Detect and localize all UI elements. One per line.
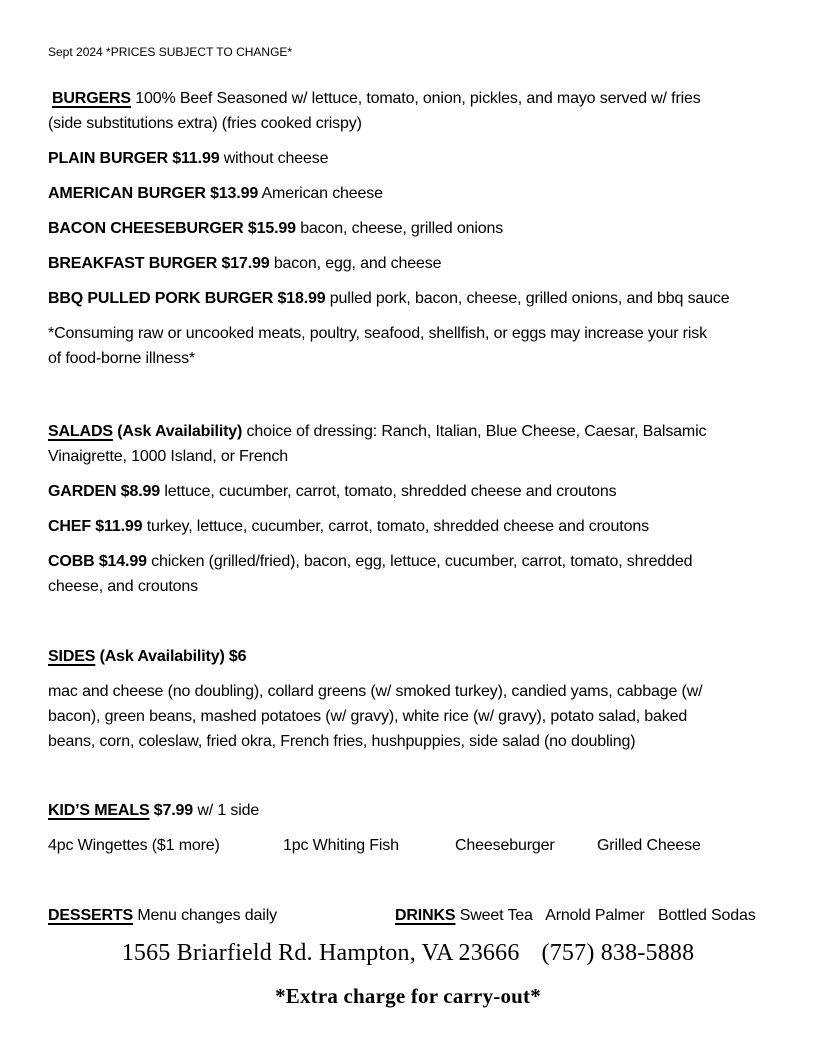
kids-meals-heading-line <box>48 798 768 823</box>
restaurant-address-line <box>48 938 768 968</box>
menu-item-plain-burger <box>48 146 768 171</box>
menu-item-name: BACON CHEESEBURGER <box>48 220 244 237</box>
menu-item-cobb-salad <box>48 549 768 599</box>
kids-meals-items-row <box>48 833 768 858</box>
drink-item-bottled-sodas: Bottled Sodas <box>657 907 756 924</box>
menu-item-bacon-cheeseburger <box>48 216 768 241</box>
desserts-drinks-row <box>48 903 768 928</box>
sides-list-line1: mac and cheese (no doubling), collard greens (w/ smoked turkey), candied yams, cabbage (w/ <box>48 683 703 700</box>
drinks-section <box>395 903 756 928</box>
desserts-note: Menu changes daily <box>137 907 277 924</box>
kids-meals-note: w/ 1 side <box>197 802 260 819</box>
drink-item-sweet-tea: Sweet Tea <box>459 907 533 924</box>
desserts-section <box>48 903 395 928</box>
menu-item-bbq-pulled-pork-burger <box>48 286 768 311</box>
kids-item-cheeseburger: Cheeseburger <box>455 837 555 854</box>
menu-item-name: BBQ PULLED PORK BURGER <box>48 290 274 307</box>
disclaimer-line2: of food-borne illness* <box>48 350 196 367</box>
salads-intro-line2: Vinaigrette, 1000 Island, or French <box>48 448 288 465</box>
menu-item-name: COBB <box>48 553 95 570</box>
salads-availability: (Ask Availability) <box>117 423 243 440</box>
sides-list <box>48 679 768 754</box>
menu-item-breakfast-burger <box>48 251 768 276</box>
salads-intro <box>48 419 768 469</box>
menu-item-desc: bacon, egg, and cheese <box>273 255 442 272</box>
burgers-intro <box>48 86 768 136</box>
menu-item-price: $11.99 <box>95 518 143 535</box>
kids-item-grilled-cheese: Grilled Cheese <box>597 837 701 854</box>
price-change-note: Sept 2024 *PRICES SUBJECT TO CHANGE* <box>48 45 293 59</box>
menu-item-desc-line1: chicken (grilled/fried), bacon, egg, lettuce, cucumber, carrot, tomato, shredded <box>151 553 693 570</box>
sides-list-line3: beans, corn, coleslaw, fried okra, French fries, hushpuppies, side salad (no doubling) <box>48 733 636 750</box>
menu-item-desc: bacon, cheese, grilled onions <box>300 220 504 237</box>
disclaimer-line1: *Consuming raw or uncooked meats, poultry, seafood, shellfish, or eggs may increase your risk <box>48 325 707 342</box>
salads-heading: SALADS <box>48 423 113 440</box>
burgers-section <box>48 86 768 371</box>
restaurant-address: 1565 Briarfield Rd. Hampton, VA 23666 <box>121 940 520 966</box>
desserts-heading: DESSERTS <box>48 907 134 924</box>
kids-item-wingettes: 4pc Wingettes ($1 more) <box>48 837 220 854</box>
menu-item-desc-line2: cheese, and croutons <box>48 578 198 595</box>
menu-item-price: $13.99 <box>210 185 259 202</box>
menu-item-name: BREAKFAST BURGER <box>48 255 218 272</box>
menu-item-american-burger <box>48 181 768 206</box>
menu-item-desc: lettuce, cucumber, carrot, tomato, shredded cheese and croutons <box>164 483 617 500</box>
carryout-charge-note: *Extra charge for carry-out* <box>275 984 541 1008</box>
restaurant-phone: (757) 838-5888 <box>541 940 695 966</box>
burgers-intro-line1: 100% Beef Seasoned w/ lettuce, tomato, onion, pickles, and mayo served w/ fries <box>135 90 701 107</box>
menu-item-garden-salad <box>48 479 768 504</box>
menu-item-desc: turkey, lettuce, cucumber, carrot, tomato, shredded cheese and croutons <box>146 518 649 535</box>
kids-meals-section <box>48 798 768 858</box>
menu-item-name: CHEF <box>48 518 91 535</box>
sides-heading-line <box>48 644 768 669</box>
sides-section <box>48 644 768 754</box>
menu-item-name: GARDEN <box>48 483 117 500</box>
raw-food-disclaimer <box>48 321 768 371</box>
salads-section <box>48 419 768 599</box>
drinks-heading: DRINKS <box>395 907 456 924</box>
menu-item-price: $17.99 <box>221 255 270 272</box>
menu-item-desc: without cheese <box>223 150 329 167</box>
menu-item-price: $11.99 <box>172 150 220 167</box>
kids-meals-price: $7.99 <box>153 802 194 819</box>
burgers-intro-line2: (side substitutions extra) (fries cooked crispy) <box>48 115 362 132</box>
menu-item-price: $14.99 <box>98 553 147 570</box>
salads-intro-line1: choice of dressing: Ranch, Italian, Blue Cheese, Caesar, Balsamic <box>246 423 707 440</box>
menu-item-price: $15.99 <box>247 220 296 237</box>
menu-item-price: $18.99 <box>277 290 326 307</box>
menu-item-chef-salad <box>48 514 768 539</box>
menu-item-name: AMERICAN BURGER <box>48 185 206 202</box>
menu-item-desc: American cheese <box>261 185 383 202</box>
kids-item-whiting-fish: 1pc Whiting Fish <box>283 837 399 854</box>
drink-item-arnold-palmer: Arnold Palmer <box>545 907 645 924</box>
sides-list-line2: bacon), green beans, mashed potatoes (w/ gravy), white rice (w/ gravy), potato salad, baked <box>48 708 688 725</box>
menu-item-desc: pulled pork, bacon, cheese, grilled onions, and bbq sauce <box>329 290 730 307</box>
kids-meals-heading: KID’S MEALS <box>48 802 150 819</box>
menu-item-price: $8.99 <box>120 483 161 500</box>
sides-heading: SIDES <box>48 648 96 665</box>
sides-availability-price: (Ask Availability) $6 <box>99 648 247 665</box>
burgers-heading: BURGERS <box>52 90 131 107</box>
menu-item-name: PLAIN BURGER <box>48 150 168 167</box>
